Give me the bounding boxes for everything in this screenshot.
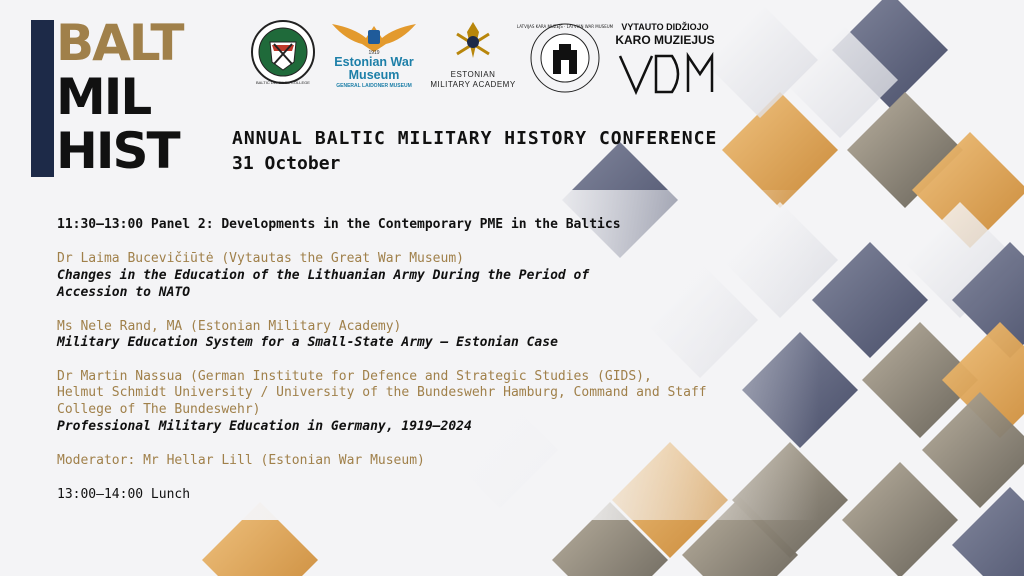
latvian-war-museum-logo xyxy=(516,20,614,96)
panel-heading: 11:30–13:00 Panel 2: Developments in the Contemporary PME in the Baltics xyxy=(57,217,621,232)
estonian-war-museum-logo xyxy=(330,18,418,93)
eagle-icon xyxy=(330,18,418,54)
vdkm-mark-icon xyxy=(618,52,714,96)
estonian-military-academy-logo xyxy=(423,20,523,94)
speaker-1-line-1: Dr Laima Bucevičiūtė (Vytautas the Great War Museum) xyxy=(57,251,464,266)
estonian-war-museum-subtitle: GENERAL LAIDONER MUSEUM xyxy=(336,83,412,89)
vytautas-war-museum-logo xyxy=(612,22,718,98)
logo-bar xyxy=(31,20,54,177)
talk-1-line-1: Changes in the Education of the Lithuanian Army During the Period of xyxy=(57,268,590,283)
baltic-defence-college-logo xyxy=(248,18,318,88)
decorative-diamond xyxy=(702,2,818,118)
shield-icon xyxy=(248,18,318,88)
vytautas-war-museum-line2: KARO MUZIEJUS xyxy=(615,33,715,47)
conference-date: 31 October xyxy=(232,153,341,174)
vytautas-war-museum-line1: VYTAUTO DIDŽIOJO xyxy=(621,22,709,32)
moderator: Moderator: Mr Hellar Lill (Estonian War Museum) xyxy=(57,453,425,468)
estonian-military-academy-line1: ESTONIAN xyxy=(450,70,496,79)
speaker-2-line-1: Ms Nele Rand, MA (Estonian Military Academy) xyxy=(57,319,402,334)
logo-line-mil: MIL xyxy=(56,68,151,126)
estonian-military-academy-line2: MILITARY ACADEMY xyxy=(430,80,516,89)
talk-1-line-2: Accession to NATO xyxy=(57,285,191,300)
latvian-war-museum-text: LATVIJAS KARA MUZEJS · LATVIAN WAR MUSEUM xyxy=(516,24,614,29)
logo-line-balt: BALT xyxy=(56,14,183,72)
talk-3-line-1: Professional Military Education in Germany, 1919–2024 xyxy=(57,419,472,434)
tower-icon xyxy=(516,20,614,96)
talk-2-line-1: Military Education System for a Small-State Army – Estonian Case xyxy=(57,335,558,350)
estonian-war-museum-year: 1919 xyxy=(368,50,380,56)
speaker-3-line-1: Dr Martin Nassua (German Institute for Defence and Strategic Studies (GIDS), xyxy=(57,369,652,384)
logo-line-hist: HIST xyxy=(56,122,179,180)
conference-title: ANNUAL BALTIC MILITARY HISTORY CONFERENCE xyxy=(232,128,718,149)
estonian-war-museum-title: Estonian War Museum xyxy=(334,55,414,82)
crest-icon xyxy=(423,20,523,64)
baltic-defence-college-text: BALTIC DEFENCE COLLEGE xyxy=(256,80,310,85)
speaker-3-line-3: College of The Bundeswehr) xyxy=(57,402,261,417)
speaker-3-line-2: Helmut Schmidt University / University of the Bundeswehr Hamburg, Command and Staff xyxy=(57,385,707,400)
lunch-break: 13:00–14:00 Lunch xyxy=(57,487,191,502)
